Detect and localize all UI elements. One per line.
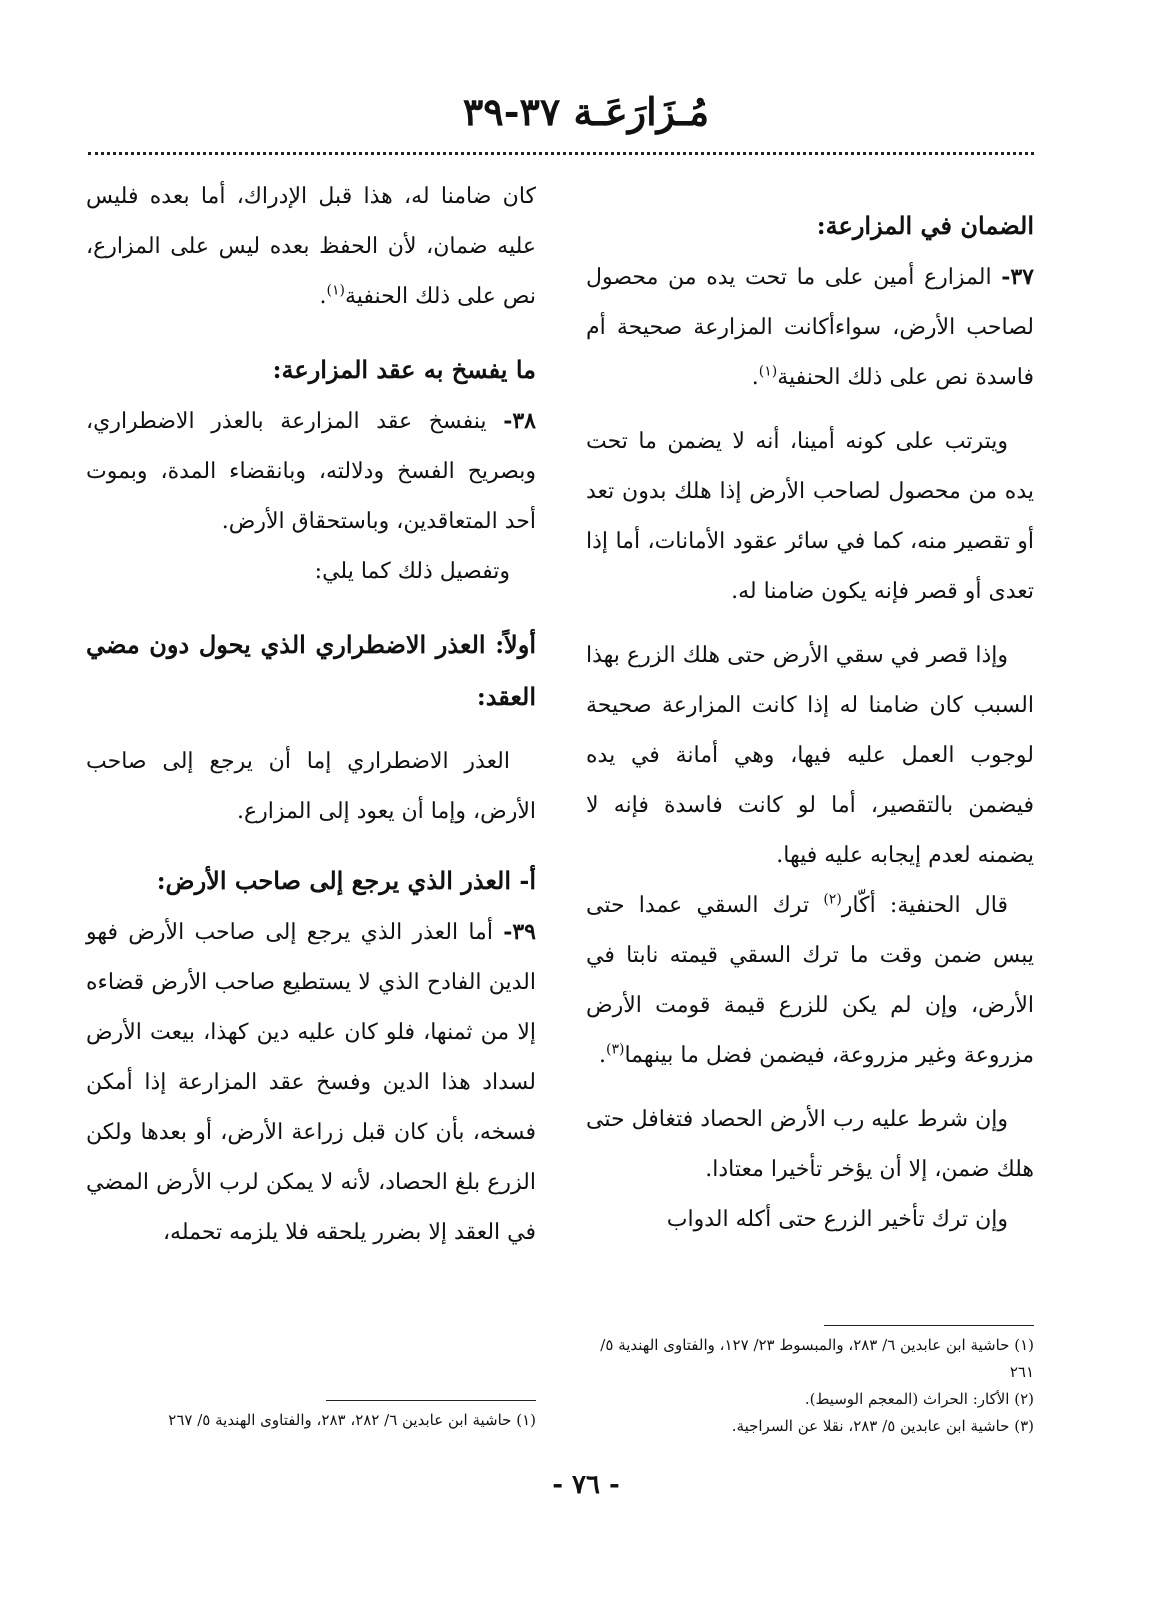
heading-a: أ- العذر الذي يرجع إلى صاحب الأرض: [156, 866, 536, 895]
paragraph-irrigation: وإذا قصر في سقي الأرض حتى هلك الزرع بهذا السبب كان ضامنا له إذا كانت المزارعة صحيحة لوجوب العمل عليه فيها، وهي أمانة في يده فيضمن بالتقصير، أما لو كانت فاسدة فإنه لا يضمنه لعدم إيجابه عليه فيها. [586, 643, 1034, 868]
paragraph-harvest: وإن شرط عليه رب الأرض الحصاد فتغافل حتى هلك ضمن، إلا أن يؤخر تأخيرا معتادا. [586, 1107, 1034, 1182]
paragraph-38 [86, 396, 536, 547]
paragraph-37-text: المزارع أمين على ما تحت يده من محصول لصاحب الأرض، سواءأكانت المزارعة صحيحة أم فاسدة نص على ذلك الحنفية [586, 265, 1034, 390]
footnote-ref: (١) [758, 363, 778, 380]
heading-dissolution: ما يفسخ به عقد المزارعة: [272, 355, 536, 384]
footnotes-right [586, 1325, 1034, 1440]
left-column [86, 172, 536, 1258]
footnotes-left [86, 1400, 536, 1434]
page-title: مُـزَارَعَـة ٣٧-٣٩ [462, 89, 710, 134]
paragraph-39-text: أما العذر الذي يرجع إلى صاحب الأرض فهو الدين الفادح الذي لا يستطيع صاحب الأرض قضاءه إلا من ثمنها، فلو كان عليه دين كهذا، بيعت الأرض لسداد هذا الدين وفسخ عقد المزارعة إذا أمكن فسخه، بأن كان قبل زراعة الأرض، أو بعدها ولكن الزرع بلغ الحصاد، لأنه لا يمكن لرب الأرض المضي في العقد إلا بضرر يلحقه فلا يلزمه تحمله، [86, 920, 536, 1245]
paragraph-consequence: ويترتب على كونه أمينا، أنه لا يضمن ما تحت يده من محصول لصاحب الأرض إذا هلك بدون تعد أو تقصير منه، كما في سائر عقود الأمانات، أما إذا تعدى أو قصر فإنه يكون ضامنا له. [586, 429, 1034, 604]
footnote-divider [824, 1325, 1034, 1326]
paragraph-continue: كان ضامنا له، هذا قبل الإدراك، أما بعده فليس عليه ضمان، لأن الحفظ بعده ليس على المزارع، نص على ذلك الحنفية$^{(١)}$. [86, 184, 536, 309]
paragraph-number-38: ٣٨- [503, 408, 536, 434]
footnote-item: (١) حاشية ابن عابدين ٦/ ٢٨٢، ٢٨٣، والفتاوى الهندية ٥/ ٢٦٧ [168, 1411, 536, 1429]
paragraph-hanafi-a: قال الحنفية: أكّار [841, 893, 1008, 918]
paragraph-continue-text: كان ضامنا له، هذا قبل الإدراك، أما بعده فليس عليه ضمان، لأن الحفظ بعده ليس على المزارع، نص على ذلك الحنفية [86, 184, 536, 309]
heading-guarantee: الضمان في المزارعة: [816, 211, 1034, 240]
paragraph-number-37: ٣٧- [1001, 264, 1034, 290]
paragraph-hanafi-b: ترك السقي عمدا حتى يبس ضمن وقت ما ترك السقي قيمته نابتا في الأرض، وإن لم يكن للزرع قيمة قومت الأرض مزروعة وغير مزروعة، فيضمن فضل ما بينهما [586, 893, 1034, 1068]
paragraph-number-39: ٣٩- [503, 919, 536, 945]
footnote-item: (٢) الأكار: الحراث (المعجم الوسيط). [804, 1390, 1034, 1408]
paragraph-hanafi: قال الحنفية: أكّار$^{(٢)}$ ترك السقي عمدا حتى يبس ضمن وقت ما ترك السقي قيمته نابتا في الأرض، وإن لم يكن للزرع قيمة قومت الأرض مزروعة وغير مزروعة، فيضمن فضل ما بينهما$^{(٣)}$. [586, 891, 1034, 1068]
header-divider [88, 152, 1034, 155]
paragraph-delay: وإن ترك تأخير الزرع حتى أكله الدواب [666, 1207, 1008, 1232]
paragraph-excuse: العذر الاضطراري إما أن يرجع إلى صاحب الأرض، وإما أن يعود إلى المزارع. [86, 749, 536, 824]
footnote-item: (٣) حاشية ابن عابدين ٥/ ٢٨٣، نقلا عن السراجية. [731, 1417, 1034, 1435]
paragraph-37: ٣٧- المزارع أمين على ما تحت يده من محصول لصاحب الأرض، سواءأكانت المزارعة صحيحة أم فاسدة نص على ذلك الحنفية$^{(١)}$. [586, 264, 1034, 390]
paragraph-details: وتفصيل ذلك كما يلي: [314, 559, 510, 584]
right-column [586, 200, 1034, 1245]
footnote-item: (١) حاشية ابن عابدين ٦/ ٢٨٣، والمبسوط ٢٣/ ١٢٧، والفتاوى الهندية ٥/ ٢٦١ [600, 1336, 1034, 1381]
page-number: - ٧٦ - [552, 1470, 620, 1500]
footnote-divider [326, 1400, 536, 1401]
footnote-ref: (٣) [605, 1041, 625, 1058]
footnote-ref: (٢) [823, 891, 842, 908]
paragraph-38-text: ينفسخ عقد المزارعة بالعذر الاضطراري، وبصريح الفسخ ودلالته، وبانقضاء المدة، وبموت أحد المتعاقدين، وباستحقاق الأرض. [86, 409, 536, 534]
paragraph-39 [86, 907, 536, 1258]
heading-first: أولاً: العذر الاضطراري الذي يحول دون مضي العقد: [86, 630, 536, 711]
footnote-ref: (١) [326, 282, 345, 299]
